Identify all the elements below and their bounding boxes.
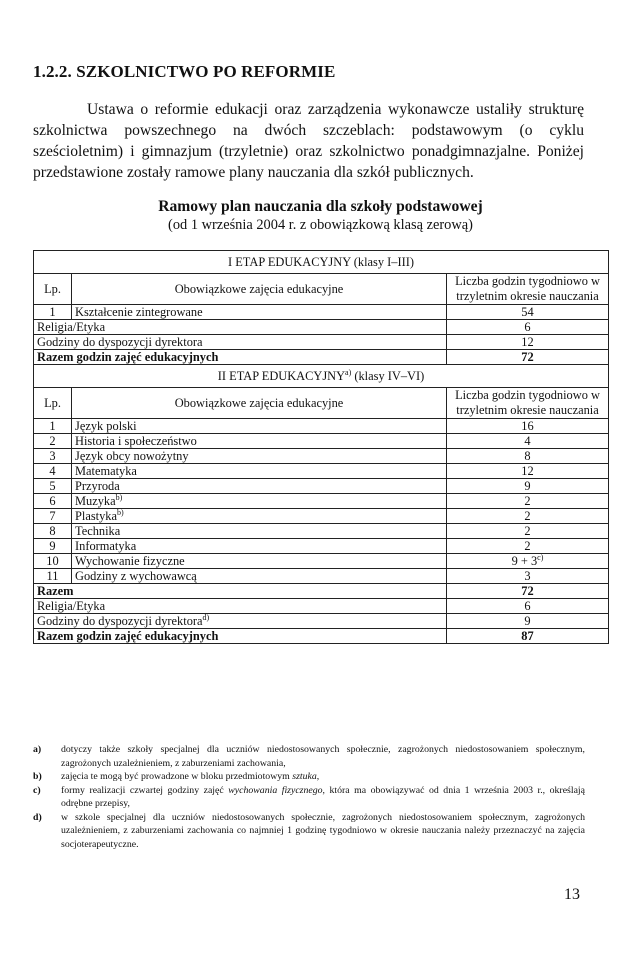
table-row bbox=[34, 305, 609, 320]
row-subject: Język obcy nowożytny bbox=[72, 449, 447, 464]
director-label: Godziny do dyspozycji dyrektora bbox=[34, 335, 447, 350]
row-lp: 7 bbox=[34, 509, 72, 524]
stage2-title-rest: (klasy IV–VI) bbox=[351, 369, 425, 383]
row-lp: 3 bbox=[34, 449, 72, 464]
row-hours: 16 bbox=[447, 419, 609, 434]
stage2-subtotal-row bbox=[34, 584, 609, 599]
row-subject-text: Muzyka bbox=[75, 494, 116, 508]
footnotes bbox=[33, 743, 585, 851]
footnote-text-part: , bbox=[316, 771, 320, 782]
footnote-text: dotyczy także szkoły specjalnej dla uczniów niedostosowanych społecznie, zagrożonych niedostosowaniem społecznym, zagrożonych uzależnieniem, z zaburzeniami zachowania, bbox=[61, 744, 585, 769]
table-subtitle: (od 1 września 2004 r. z obowiązkową klasą zerową) bbox=[168, 217, 473, 233]
stage2-total-row bbox=[34, 629, 609, 644]
director-label-text: Godziny do dyspozycji dyrektora bbox=[37, 614, 203, 628]
footnote-text bbox=[61, 784, 585, 811]
footnote-text-part: zajęcia te mogą być prowadzone w bloku przedmiotowym bbox=[61, 771, 293, 782]
table-row bbox=[34, 569, 609, 584]
stage2-title-main: II ETAP EDUKACYJNY bbox=[217, 369, 346, 383]
row-hours: 2 bbox=[447, 539, 609, 554]
row-lp: 1 bbox=[34, 419, 72, 434]
religion-hours: 6 bbox=[447, 599, 609, 614]
row-lp: 9 bbox=[34, 539, 72, 554]
table-row bbox=[34, 539, 609, 554]
row-lp: 11 bbox=[34, 569, 72, 584]
row-hours: 2 bbox=[447, 524, 609, 539]
row-subject: Informatyka bbox=[72, 539, 447, 554]
footnote-text-part: , która ma obowiązywać od dnia 1 września 2003 r., określają odrębne przepisy, bbox=[61, 784, 585, 809]
director-hours: 9 bbox=[447, 614, 609, 629]
row-lp: 2 bbox=[34, 434, 72, 449]
total-hours: 87 bbox=[447, 629, 609, 644]
footnote-ref: b) bbox=[117, 507, 124, 517]
table-row bbox=[34, 494, 609, 509]
row-hours: 54 bbox=[447, 305, 609, 320]
row-hours: 12 bbox=[447, 464, 609, 479]
header-subject: Obowiązkowe zajęcia edukacyjne bbox=[72, 388, 447, 419]
row-subject: Przyroda bbox=[72, 479, 447, 494]
row-hours: 9 bbox=[447, 479, 609, 494]
row-subject: Godziny z wychowawcą bbox=[72, 569, 447, 584]
footnote-text-italic: sztuka bbox=[292, 771, 317, 782]
stage1-title: I ETAP EDUKACYJNY (klasy I–III) bbox=[34, 251, 609, 274]
footnote-d bbox=[33, 811, 585, 852]
table-row bbox=[34, 434, 609, 449]
table-row bbox=[34, 524, 609, 539]
total-label: Razem godzin zajęć edukacyjnych bbox=[34, 350, 447, 365]
footnote-mark: d) bbox=[33, 811, 42, 823]
row-lp: 6 bbox=[34, 494, 72, 509]
row-hours: 3 bbox=[447, 569, 609, 584]
header-subject: Obowiązkowe zajęcia edukacyjne bbox=[72, 274, 447, 305]
row-subject bbox=[72, 509, 447, 524]
row-subject: Język polski bbox=[72, 419, 447, 434]
director-label bbox=[34, 614, 447, 629]
row-hours: 8 bbox=[447, 449, 609, 464]
row-hours: 4 bbox=[447, 434, 609, 449]
footnote-text-italic: wychowania fizycznego bbox=[228, 784, 323, 796]
stage2-title-row bbox=[34, 365, 609, 388]
footnote-ref: c) bbox=[537, 552, 544, 562]
curriculum-table bbox=[33, 250, 609, 644]
stage2-religion-row bbox=[34, 599, 609, 614]
header-lp: Lp. bbox=[34, 274, 72, 305]
footnote-text-part: formy realizacji czwartej godziny zajęć bbox=[61, 784, 229, 796]
table-row bbox=[34, 449, 609, 464]
religion-hours: 6 bbox=[447, 320, 609, 335]
footnote-mark: c) bbox=[33, 784, 41, 796]
row-lp: 10 bbox=[34, 554, 72, 569]
religion-label: Religia/Etyka bbox=[34, 320, 447, 335]
row-subject bbox=[72, 494, 447, 509]
header-hours: Liczba godzin tygodniowo w trzyletnim okresie nauczania bbox=[447, 388, 609, 419]
footnote-a bbox=[33, 743, 585, 770]
footnote-text: w szkole specjalnej dla uczniów niedostosowanych społecznie, zagrożonych niedostosowaniem społecznym, zagrożonych uzależnieniem, z zaburzeniami zachowania co najmniej 1 godzinę tygodniowo w okresie nauczania należy przeznaczyć na zajęcia socjoterapeutyczne. bbox=[61, 811, 585, 850]
row-subject: Historia i społeczeństwo bbox=[72, 434, 447, 449]
footnote-c bbox=[33, 784, 585, 811]
row-lp: 4 bbox=[34, 464, 72, 479]
total-label: Razem godzin zajęć edukacyjnych bbox=[34, 629, 447, 644]
page-number: 13 bbox=[564, 886, 580, 903]
stage1-religion-row bbox=[34, 320, 609, 335]
footnote-ref: d) bbox=[202, 612, 210, 622]
stage2-director-row bbox=[34, 614, 609, 629]
intro-paragraph: Ustawa o reformie edukacji oraz zarządzenia wykonawcze ustaliły strukturę szkolnictwa powszechnego na dwóch szczeblach: podstawowym (o cyklu sześcioletnim) i gimnazjum (trzyletnie) oraz szkolnictwo ponadgimnazjalne. Poniżej przedstawione zostały ramowe plany nauczania dla szkół publicznych. bbox=[33, 101, 584, 181]
section-heading: 1.2.2. SZKOLNICTWO PO REFORMIE bbox=[33, 62, 336, 81]
stage1-total-row bbox=[34, 350, 609, 365]
total-hours: 72 bbox=[447, 350, 609, 365]
footnote-b bbox=[33, 770, 585, 784]
row-hours bbox=[447, 554, 609, 569]
row-subject: Technika bbox=[72, 524, 447, 539]
table-row bbox=[34, 479, 609, 494]
footnote-text bbox=[61, 770, 585, 784]
table-row bbox=[34, 464, 609, 479]
footnote-ref: a) bbox=[345, 367, 352, 377]
row-subject: Kształcenie zintegrowane bbox=[72, 305, 447, 320]
row-lp: 8 bbox=[34, 524, 72, 539]
table-row bbox=[34, 419, 609, 434]
director-hours: 12 bbox=[447, 335, 609, 350]
row-hours-text: 9 + 3 bbox=[511, 554, 538, 568]
stage2-header-row bbox=[34, 388, 609, 419]
row-lp: 1 bbox=[34, 305, 72, 320]
footnote-ref: b) bbox=[115, 492, 123, 502]
stage2-title bbox=[34, 365, 609, 388]
subtotal-hours: 72 bbox=[447, 584, 609, 599]
row-lp: 5 bbox=[34, 479, 72, 494]
row-subject: Wychowanie fizyczne bbox=[72, 554, 447, 569]
table-row bbox=[34, 554, 609, 569]
stage1-header-row bbox=[34, 274, 609, 305]
row-subject: Matematyka bbox=[72, 464, 447, 479]
footnote-mark: b) bbox=[33, 771, 42, 782]
table-row bbox=[34, 509, 609, 524]
header-lp: Lp. bbox=[34, 388, 72, 419]
religion-label: Religia/Etyka bbox=[34, 599, 447, 614]
footnote-mark: a) bbox=[33, 744, 42, 755]
stage1-title-row bbox=[34, 251, 609, 274]
table-title: Ramowy plan nauczania dla szkoły podstawowej bbox=[158, 198, 483, 215]
stage1-director-row bbox=[34, 335, 609, 350]
subtotal-label: Razem bbox=[34, 584, 447, 599]
row-subject-text: Plastyka bbox=[75, 509, 117, 523]
header-hours: Liczba godzin tygodniowo w trzyletnim okresie nauczania bbox=[447, 274, 609, 305]
row-hours: 2 bbox=[447, 509, 609, 524]
row-hours: 2 bbox=[447, 494, 609, 509]
